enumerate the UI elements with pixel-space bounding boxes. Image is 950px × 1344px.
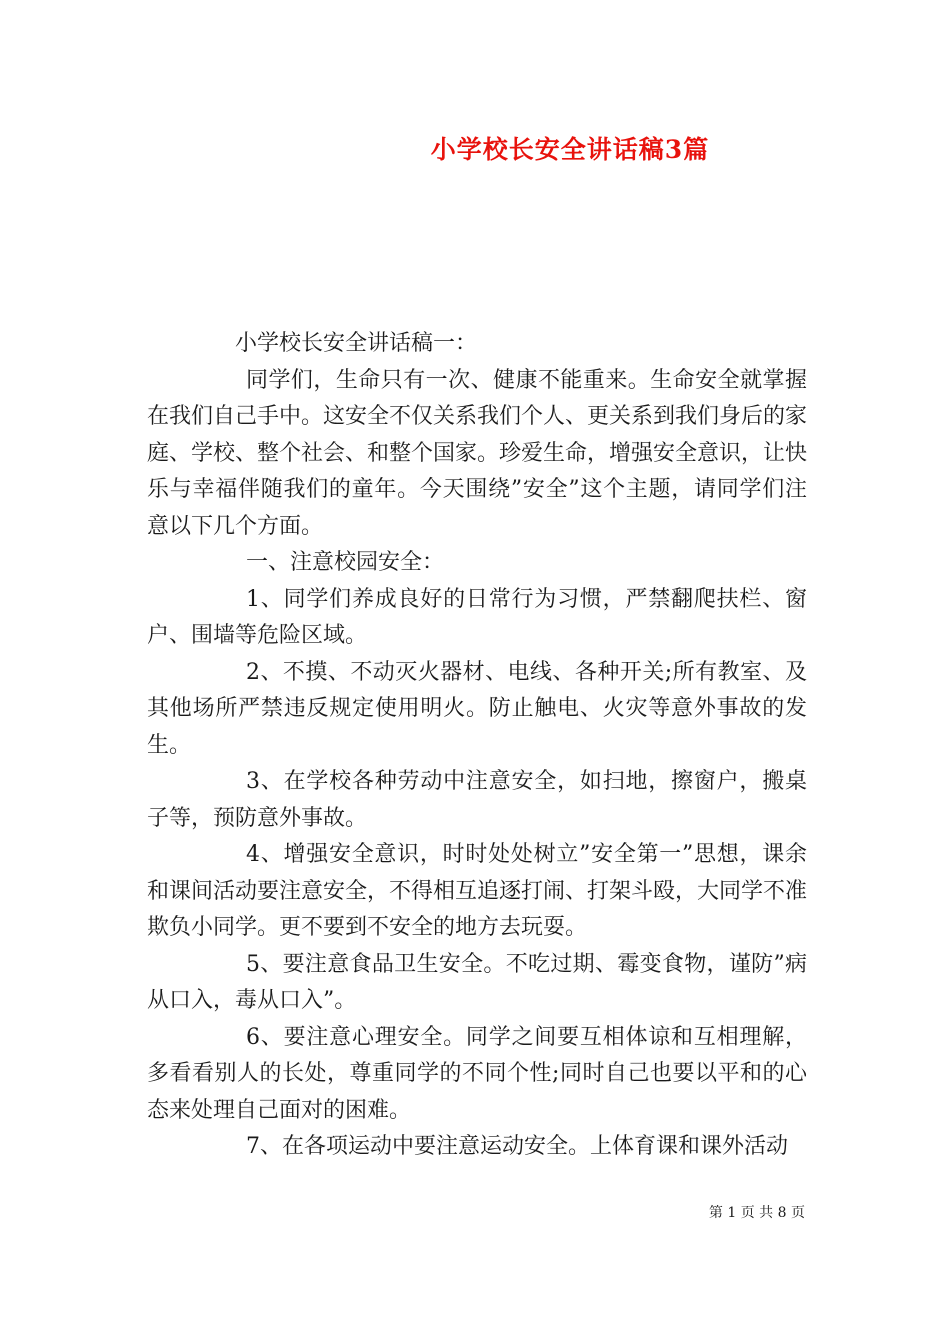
paragraph-item-4: 4、增强安全意识，时时处处树立”安全第一”思想，课余和课间活动要注意安全，不得相互追逐打闹、打架斗殴，大同学不准欺负小同学。更不要到不安全的地方去玩耍。 bbox=[147, 842, 808, 940]
page-number: 第 1 页 共 8 页 bbox=[708, 1205, 805, 1221]
paragraph-item-1: 1、同学们养成良好的日常行为习惯，严禁翻爬扶栏、窗户、围墙等危险区域。 bbox=[147, 586, 807, 648]
paragraph-item-6: 6、要注意心理安全。同学之间要互相体谅和互相理解，多看看别人的长处，尊重同学的不同个性;同时自己也要以平和的心态来处理自己面对的困难。 bbox=[147, 1024, 807, 1123]
paragraph-section-heading: 一、注意校园安全： bbox=[246, 550, 445, 575]
paragraph-item-2: 2、不摸、不动灭火器材、电线、各种开关;所有教室、及其他场所严禁违反规定使用明火。防止触电、火灾等意外事故的发生。 bbox=[147, 659, 807, 758]
section-subheading: 小学校长安全讲话稿一： bbox=[235, 331, 478, 356]
paragraph-item-5: 5、要注意食品卫生安全。不吃过期、霉变食物，谨防”病从口入，毒从口入”。 bbox=[147, 951, 807, 1013]
document-body bbox=[147, 326, 807, 1166]
paragraph-item-3: 3、在学校各种劳动中注意安全，如扫地，擦窗户，搬桌子等，预防意外事故。 bbox=[147, 769, 807, 831]
paragraph-item-7: 7、在各项运动中要注意运动安全。上体育课和课外活动 bbox=[246, 1134, 788, 1159]
paragraph-intro: 同学们，生命只有一次、健康不能重来。生命安全就掌握在我们自己手中。这安全不仅关系我们个人、更关系到我们身后的家庭、学校、整个社会、和整个国家。珍爱生命，增强安全意识，让快乐与幸福伴随我们的童年。今天围绕”安全”这个主题，请同学们注意以下几个方面。 bbox=[147, 367, 808, 539]
document-title: 小学校长安全讲话稿3篇 bbox=[430, 135, 710, 164]
